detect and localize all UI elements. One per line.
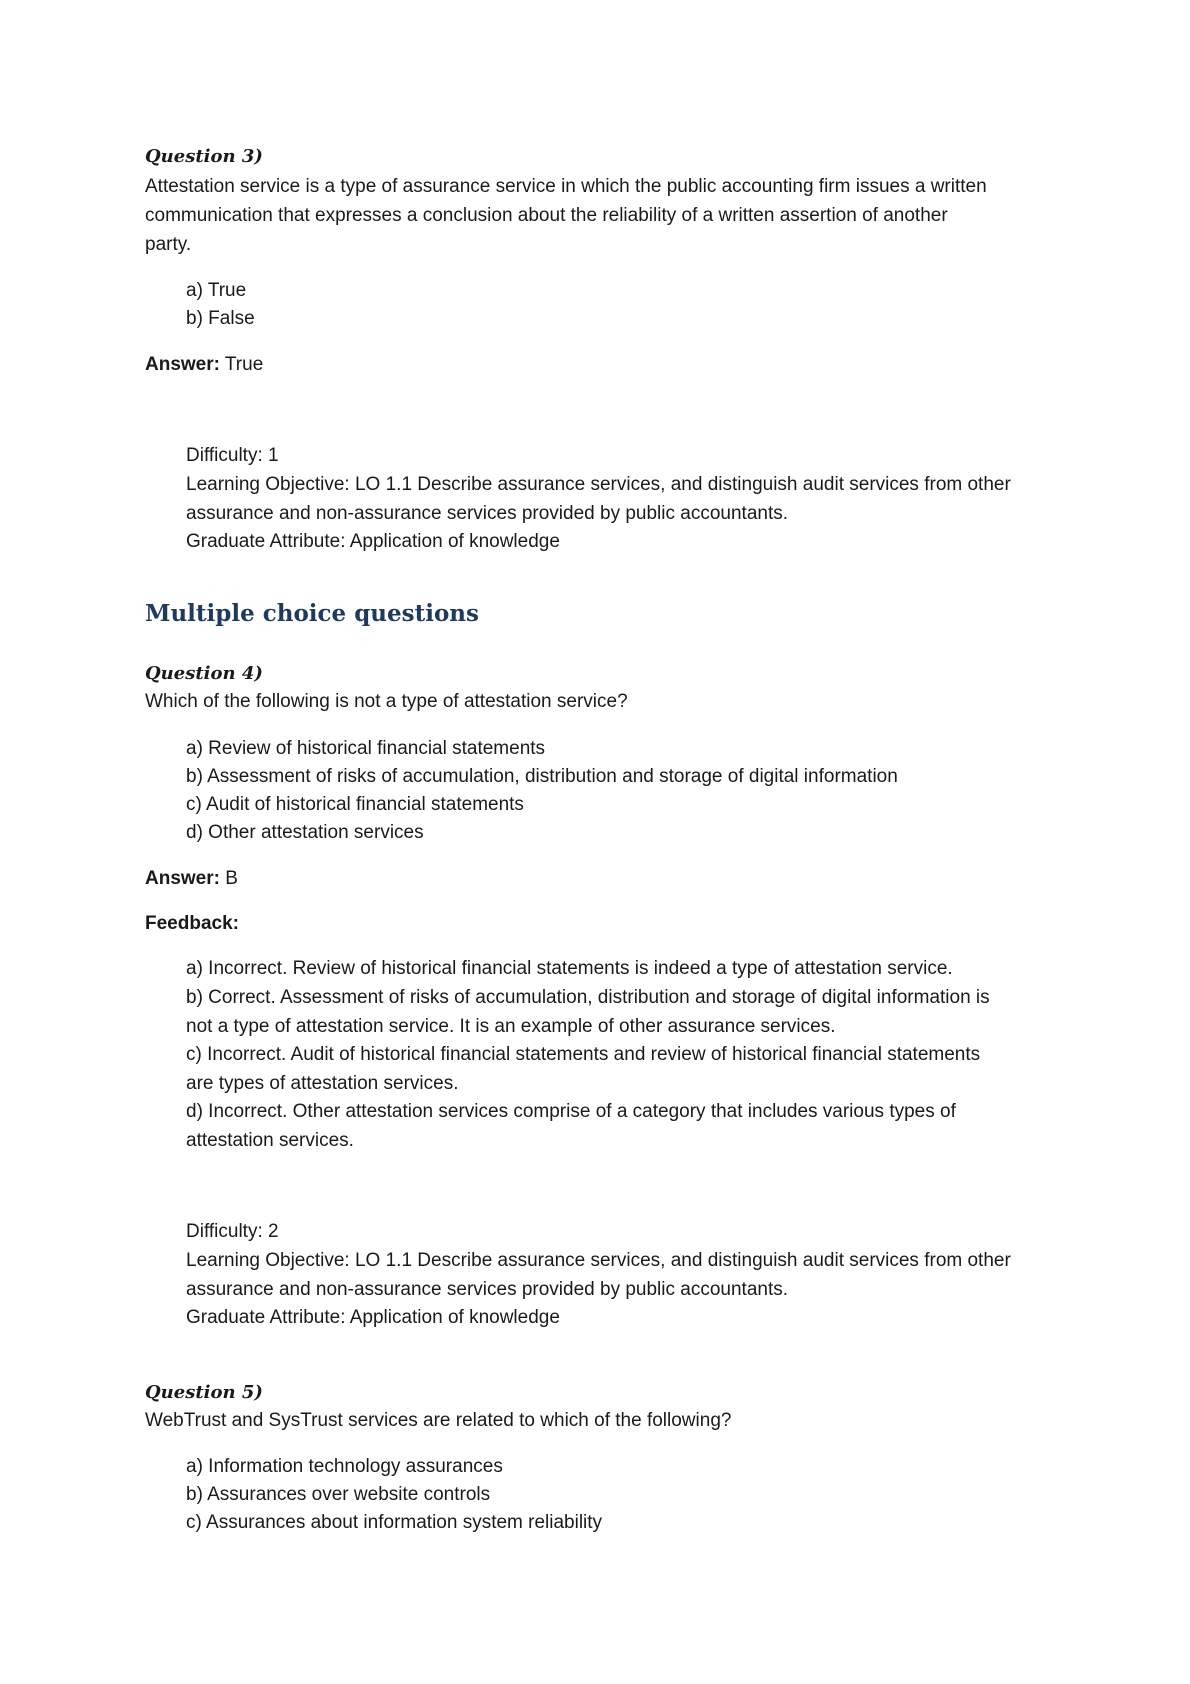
question-5-stem: WebTrust and SysTrust services are related to which of the following? (145, 1410, 732, 1431)
question-3-option-a: a) True (186, 280, 247, 301)
question-5-option-c: c) Assurances about information system reliability (186, 1512, 603, 1533)
question-4-option-a: a) Review of historical financial statements (186, 738, 546, 759)
question-4-graduate-attribute: Graduate Attribute: Application of knowledge (186, 1307, 560, 1328)
question-4-feedback-label: Feedback: (145, 913, 239, 934)
question-4-feedback-line-2: b) Correct. Assessment of risks of accumulation, distribution and storage of digital information is (186, 987, 990, 1008)
question-4-option-c: c) Audit of historical financial statements (186, 794, 524, 815)
question-3-learning-objective-line-2: assurance and non-assurance services provided by public accountants. (186, 503, 789, 524)
question-4-learning-objective-line-2: assurance and non-assurance services provided by public accountants. (186, 1279, 789, 1300)
question-4-option-d: d) Other attestation services (186, 822, 424, 843)
question-3-stem-line-3: party. (145, 234, 192, 255)
question-3-answer-value: True (224, 354, 264, 375)
question-4-feedback-line-1: a) Incorrect. Review of historical financial statements is indeed a type of attestation service. (186, 958, 953, 979)
question-3-stem-line-1: Attestation service is a type of assurance service in which the public accounting firm issues a written (145, 176, 987, 197)
section-heading: Multiple choice questions (145, 600, 479, 627)
question-5-option-b: b) Assurances over website controls (186, 1484, 491, 1505)
question-4-feedback-line-5: are types of attestation services. (186, 1073, 459, 1094)
question-4-difficulty: Difficulty: 2 (186, 1221, 279, 1242)
question-4-stem: Which of the following is not a type of attestation service? (145, 691, 628, 712)
question-4-learning-objective-line-1: Learning Objective: LO 1.1 Describe assurance services, and distinguish audit services from other (186, 1250, 1011, 1271)
question-3-graduate-attribute: Graduate Attribute: Application of knowledge (186, 531, 560, 552)
question-4-title: Question 4) (145, 663, 263, 684)
question-4-answer-value: B (225, 868, 238, 889)
question-4-option-b: b) Assessment of risks of accumulation, distribution and storage of digital information (186, 766, 898, 787)
question-4-answer (145, 865, 238, 893)
question-5-option-a: a) Information technology assurances (186, 1456, 503, 1477)
question-3-title: Question 3) (145, 146, 263, 167)
question-5-title: Question 5) (145, 1382, 263, 1403)
question-3-difficulty: Difficulty: 1 (186, 445, 279, 466)
question-4-feedback-line-7: attestation services. (186, 1130, 354, 1151)
question-4-feedback-line-3: not a type of attestation service. It is an example of other assurance services. (186, 1016, 836, 1037)
question-3-answer (145, 351, 263, 379)
question-3-stem-line-2: communication that expresses a conclusion about the reliability of a written assertion of another (145, 205, 948, 226)
question-3-learning-objective-line-1: Learning Objective: LO 1.1 Describe assurance services, and distinguish audit services from other (186, 474, 1011, 495)
question-4-feedback-line-4: c) Incorrect. Audit of historical financial statements and review of historical financial statements (186, 1044, 981, 1065)
question-4-feedback-line-6: d) Incorrect. Other attestation services comprise of a category that includes various types of (186, 1101, 956, 1122)
question-4-answer-label: Answer: (145, 868, 220, 889)
question-3-option-b: b) False (186, 308, 255, 329)
question-3-answer-label: Answer: (145, 354, 220, 375)
